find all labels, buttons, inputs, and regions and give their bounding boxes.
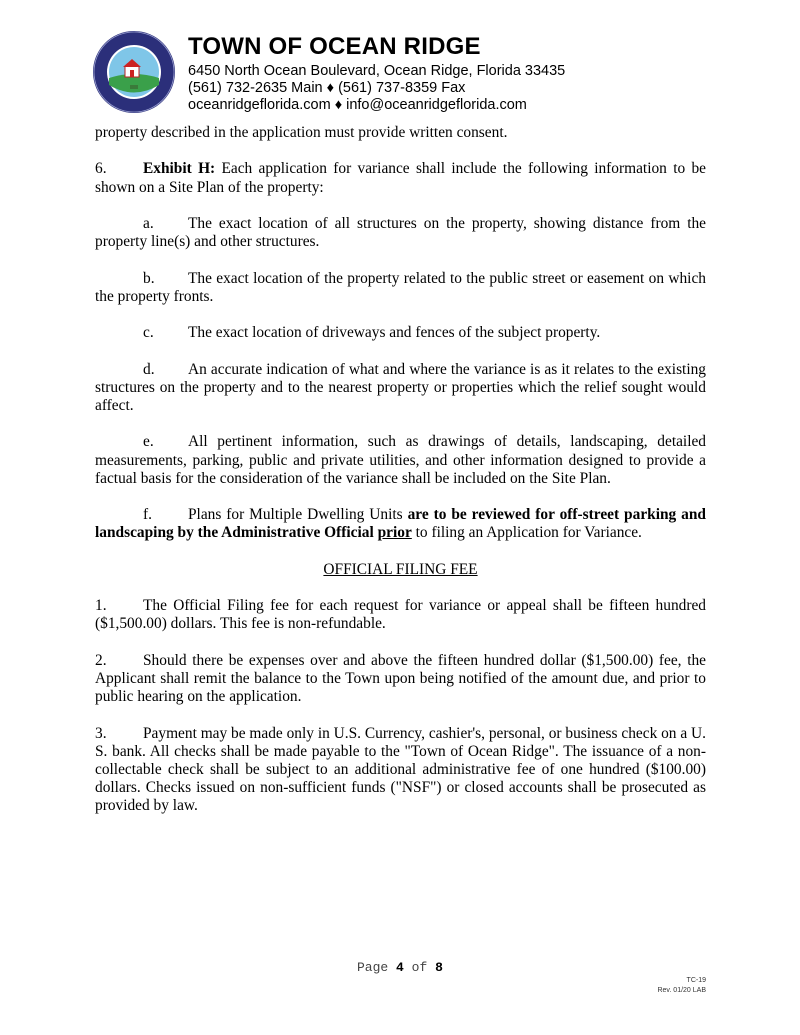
fee-heading	[95, 561, 706, 579]
item-a	[95, 215, 706, 251]
page-number	[357, 960, 443, 975]
item-number: 6.	[95, 160, 107, 178]
item-underlined-text: prior	[377, 524, 412, 542]
item-text: Each application for variance shall include the following information to be shown on a Site Plan of the property:	[95, 160, 707, 196]
fee-item-1	[95, 597, 706, 633]
fee-item-2	[95, 652, 706, 707]
item-f	[95, 506, 706, 542]
item-text: All pertinent information, such as drawings of details, landscaping, detailed measurements, parking, public and private utilities, and other information designed to provide a factual basis for the consideration of the variance shall be included on the Site Plan.	[95, 433, 706, 487]
item-letter: b.	[143, 269, 155, 287]
form-code: TC-19	[686, 977, 706, 984]
current-page: 4	[396, 960, 404, 975]
item-letter: e.	[143, 433, 154, 451]
item-letter: a.	[143, 214, 154, 232]
item-letter: d.	[143, 360, 155, 378]
item-number: 3.	[95, 724, 107, 742]
item-text: Should there be expenses over and above the fifteen hundred dollar ($1,500.00) fee, the Applicant shall remit the balance to the Town upon being notified of the amount due, and prior to public hearing on the application.	[95, 651, 706, 706]
revision: Rev. 01/20 LAB	[657, 987, 706, 994]
document-body	[95, 124, 706, 834]
address: 6450 North Ocean Boulevard, Ocean Ridge, Florida 33435	[188, 63, 566, 79]
item-text: The exact location of all structures on the property, showing distance from the property line(s) and other structures.	[95, 214, 706, 251]
item-text: The exact location of the property related to the public street or easement on which the property fronts.	[95, 269, 706, 305]
phone-fax: (561) 732-2635 Main ♦ (561) 737-8359 Fax	[188, 80, 466, 96]
web-email: oceanridgeflorida.com ♦ info@oceanridgeflorida.com	[188, 97, 527, 113]
fee-heading-text: OFFICIAL FILING FEE	[323, 560, 478, 578]
town-name: TOWN OF OCEAN RIDGE	[188, 33, 481, 60]
item-text: An accurate indication of what and where the variance is as it relates to the existing structures on the property and to the nearest property or properties which the relief sought would affect.	[95, 360, 706, 414]
item-c	[95, 324, 706, 342]
item-number: 1.	[95, 597, 107, 615]
fee-item-3	[95, 725, 706, 816]
item-b	[95, 270, 706, 306]
item-text: The Official Filing fee for each request for variance or appeal shall be fifteen hundred ($1,500.00) dollars. This fee is non-refundable.	[95, 597, 706, 633]
item-letter: c.	[143, 324, 154, 342]
item-d	[95, 361, 706, 416]
item-letter: f.	[143, 506, 152, 524]
item-text: Payment may be made only in U.S. Currency, cashier's, personal, or business check on a U. S. bank. All checks shall be made payable to the "Town of Ocean Ridge". The issuance of a non-collectable check shall be subject to an additional administrative fee of one hundred ($100.00) dollars. Checks issued on non-sufficient funds ("NSF") or closed accounts shall be prosecuted as provided by law.	[95, 724, 706, 815]
item-6-exhibit-h	[95, 160, 706, 196]
item-e	[95, 433, 706, 488]
of-label: of	[411, 960, 428, 975]
page-label: Page	[357, 960, 389, 975]
paragraph-continued: property described in the application must provide written consent.	[95, 124, 508, 141]
item-number: 2.	[95, 651, 107, 669]
item-text: Plans for Multiple Dwelling Units	[188, 506, 408, 524]
item-bold-text: are to be reviewed for off-street parking and landscaping by the Administrative Official	[95, 506, 706, 542]
item-title: Exhibit H:	[143, 160, 216, 178]
town-seal-logo	[92, 30, 176, 114]
item-text-end: to filing an Application for Variance.	[411, 524, 642, 542]
item-text: The exact location of driveways and fences of the subject property.	[188, 324, 601, 342]
total-pages: 8	[435, 960, 443, 975]
